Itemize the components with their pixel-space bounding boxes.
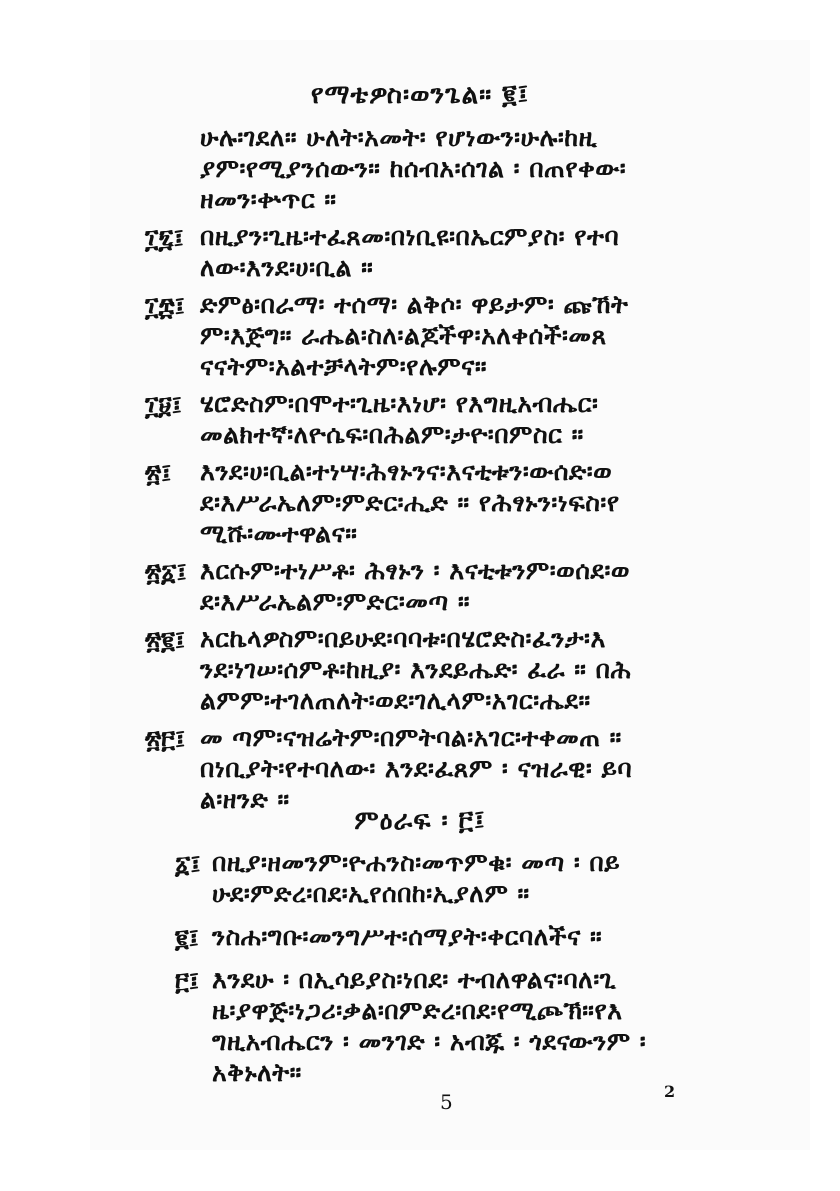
verse-line: ለው፡እንደ፡ሀ፡ቢል ። [200,253,374,282]
verse-line: ንስሐ፡ግቡ፡መንግሥተ፡ሰማያት፡ቀርባለችና ። [212,922,603,951]
verse-line: ልምም፡ተገለጠለት፡ወደ፡ገሊላም፡አገር፡ሔደ። [200,686,591,715]
verse-number: ፫፤ [175,967,200,996]
verse-line: ሁሉ፡ገደለ። ሁለት፡አመት፡ የሆነውን፡ሁሉ፡ከዚ [200,123,598,152]
verse-line: ድምፅ፡በራማ፡ ተሰማ፡ ልቅሶ፡ ዋይታም፡ ጩኸት [200,290,629,319]
verse-line: ሄሮድስም፡በሞተ፡ጊዜ፡እነሆ፡ የእግዚአብሔር፡ [200,389,599,418]
verse-line: አቅኑለት። [212,1058,302,1087]
verse-line: ንደ፡ነገሠ፡ሰምቶ፡ከዚያ፡ እንደይሔድ፡ ፈራ ። በሕ [200,655,632,684]
verse-line: ሚሹ፡ሙተዋልና። [200,519,358,548]
verse-number: ፲፰፤ [145,292,185,321]
verse-number: ፳፩፤ [145,558,187,587]
verse-line: መ ጣም፡ናዝሬትም፡በምትባል፡አገር፡ተቀመጠ ። [200,723,622,752]
verse-line: በዚያ፡ዘመንም፡ዮሐንስ፡መጥምቁ፡ መጣ ፡ በይ [212,848,621,877]
verse-line: በዚያን፡ጊዜ፡ተፈጸመ፡በነቢዩ፡በኤርምያስ፡ የተባ [200,222,620,251]
verse-line: እንደ፡ሀ፡ቢል፡ተነሣ፡ሕፃኑንና፡እናቲቱን፡ውሰድ፡ወ [200,457,613,486]
verse-number: ፳፤ [145,459,172,488]
chapter-heading: የማቴዎስ፡ወንጌል። ፪፤ [310,80,530,110]
section-heading: ምዕራፍ ፡ ፫፤ [354,806,486,836]
verse-line: ናናትም፡አልተቻላትም፡የሉምና። [200,352,488,381]
verse-line: ዘመን፡ቍጥር ። [200,185,337,214]
verse-line: ደ፡እሥራኤለም፡ምድር፡ሒድ ። የሕፃኑን፡ነፍስ፡የ [200,488,620,517]
verse-number: ፲፱፤ [145,391,182,420]
verse-number: ፳፫፤ [145,725,186,754]
verse-line: ሁደ፡ምድረ፡በደ፡ኢየሰበከ፡ኢያለም ። [212,879,530,908]
verse-number: ፩፤ [175,850,201,879]
page-marker: 2 [664,1082,676,1101]
verse-line: አርኬላዎስም፡በይሁደ፡ባባቱ፡በሄሮድስ፡ፈንታ፡እ [200,624,606,653]
verse-line: ዜ፡ያዋጅ፡ነጋሪ፡ቃል፡በምድረ፡በደ፡የሚጮኽ።የእ [212,996,623,1025]
verse-line: እርሱም፡ተነሥቶ፡ ሕፃኑን ፡ እናቲቱንም፡ወሰደ፡ወ [200,556,631,585]
verse-number: ፪፤ [175,924,199,953]
page-number: 5 [440,1090,453,1114]
verse-line: ደ፡እሥራኤልም፡ምድር፡መጣ ። [200,587,471,616]
verse-line: ል፡ዘንድ ። [200,785,290,814]
verse-line: እንደሁ ፡ በኢሳይያስ፡ነበደ፡ ተብለዋልና፡ባለ፡ጊ [212,965,617,994]
verse-number: ፳፪፤ [145,626,186,655]
verse-line: በነቢያት፡የተባለው፡ እንደ፡ፈጸም ፡ ናዝራዊ፡ ይባ [200,754,633,783]
verse-line: መልክተኛ፡ለዮሴፍ፡በሕልም፡ታዮ፡በምስር ። [200,420,584,449]
verse-line: ያም፡የሚያንሰውን። ከሰብአ፡ሰገል ፡ በጠየቀው፡ [200,154,627,183]
verse-line: ግዚአብሔርን ፡ መንገድ ፡ አብጁ ፡ ጎደናውንም ፡ [212,1027,647,1056]
verse-number: ፲፯፤ [145,224,184,253]
verse-line: ም፡እጅግ። ራሔል፡ስለ፡ልጆችዋ፡አለቀሰች፡መጸ [200,321,607,350]
